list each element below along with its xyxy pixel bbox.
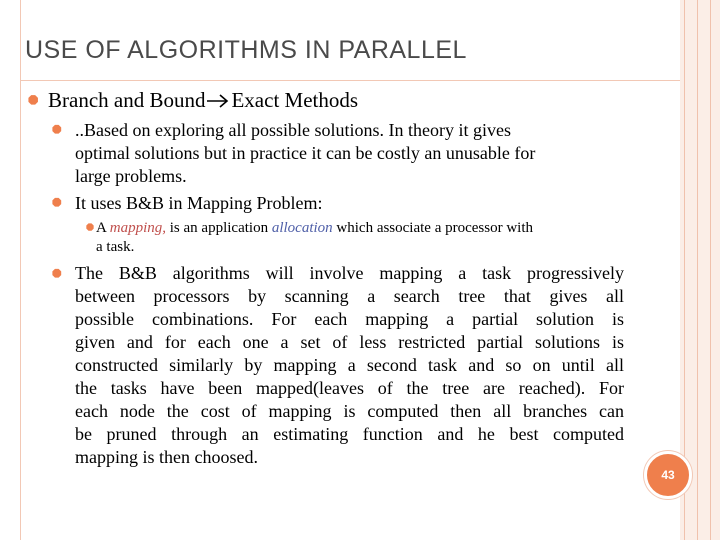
bullet-text: Exact Methods <box>231 88 359 112</box>
bullet-icon: ⯃ <box>52 267 62 281</box>
slide-frame-line <box>710 0 711 540</box>
text-line: ..Based on exploring all possible solutions. In theory it gives <box>75 120 511 140</box>
text-line: The B&B algorithms will involve mapping a task progressively <box>75 263 624 283</box>
text-line: the tasks have been mapped(leaves of the tree are reached). For <box>75 378 624 398</box>
text-line: be pruned through an estimating function and he best computed <box>75 424 624 444</box>
text-line: mapping is then choosed. <box>75 447 258 467</box>
text-line: each node the cost of mapping is computed then all branches can <box>75 401 624 421</box>
slide-title: USE OF ALGORITHMS IN PARALLEL <box>25 36 467 64</box>
arrow-right-icon <box>205 87 231 112</box>
text-run: is an application <box>166 220 272 236</box>
text-line: between processors by scanning a search tree that gives all <box>75 286 624 306</box>
text-line: constructed similarly by mapping a second task and so on until all <box>75 355 624 375</box>
bullet-text: Branch and Bound <box>48 88 206 112</box>
slide-frame-left <box>0 0 21 540</box>
text-run: which associate a processor with <box>332 220 534 236</box>
bullet-bb-algorithms <box>75 262 624 469</box>
flag-bullet-icon: ⯃ <box>28 93 39 108</box>
title-divider <box>20 80 680 81</box>
text-run: a task. <box>96 239 135 255</box>
term-mapping: mapping, <box>109 220 167 236</box>
bullet-branch-and-bound <box>48 88 358 113</box>
text-run: A <box>96 220 110 236</box>
bullet-based-on-exploring <box>75 119 635 188</box>
bullet-icon: ⯃ <box>86 223 94 234</box>
text-line: possible combinations. For each mapping a partial solution is <box>75 309 624 329</box>
slide-frame-line <box>697 0 698 540</box>
text-line: given and for each one a set of less restricted partial solutions is <box>75 332 624 352</box>
bullet-mapping-problem: It uses B&B in Mapping Problem: <box>75 193 323 213</box>
page-number-badge: 43 <box>644 451 692 499</box>
bullet-icon: ⯃ <box>52 196 62 210</box>
term-allocation: allocation <box>271 220 333 236</box>
text-line: optimal solutions but in practice it can be costly an unusable for <box>75 143 536 163</box>
text-line: large problems. <box>75 166 187 186</box>
sub-bullet-mapping-definition <box>96 219 636 257</box>
bullet-icon: ⯃ <box>52 123 62 137</box>
